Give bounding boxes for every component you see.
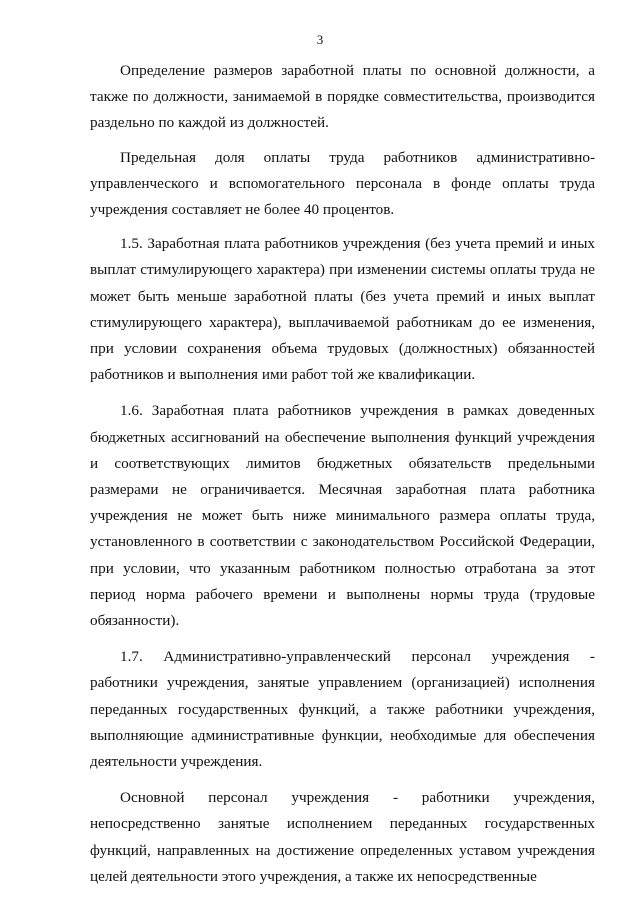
paragraph-admin-share-limit: Предельная доля оплаты труда работников административно-управленческого и вспомогательного персонала в фонде оплаты труда учреждения составляет не более 40 процентов.: [90, 148, 595, 219]
paragraph-main-staff: Основной персонал учреждения - работники учреждения, непосредственно занятые исполнением переданных государственных функций, направленных на достижение определенных уставом учреждения целей деятельности этого учреждения, а также их непосредственные: [90, 789, 595, 885]
paragraph-1-5: 1.5. Заработная плата работников учреждения (без учета премий и иных выплат стимулирующего характера) при изменении системы оплаты труда не может быть меньше заработной платы (без учета премий и иных выплат стимулирующего характера), выплачиваемой работникам до ее изменения, при условии сохранения объема трудовых (должностных) обязанностей работников и выполнения ими работ той же квалификации.: [90, 235, 595, 384]
paragraph-1-7: 1.7. Административно-управленческий персонал учреждения - работники учреждения, занятые управлением (организацией) исполнения переданных государственных функций, а также работники учреждения, выполняющие административные функции, необходимые для обеспечения деятельности учреждения.: [90, 648, 595, 771]
document-body: [90, 58, 595, 890]
paragraph-1-6: 1.6. Заработная плата работников учреждения в рамках доведенных бюджетных ассигнований на обеспечение выполнения функций учреждения и соответствующих лимитов бюджетных обязательств предельными размерами не ограничивается. Месячная заработная плата работника учреждения не может быть ниже минимального размера оплаты труда, установленного в соответствии с законодательством Российской Федерации, при условии, что указанным работником полностью отработана за этот период норма рабочего времени и выполнены нормы труда (трудовые обязанности).: [90, 402, 595, 630]
paragraph-salary-determination: Определение размеров заработной платы по основной должности, а также по должности, занимаемой в порядке совместительства, производится раздельно по каждой из должностей.: [90, 62, 595, 132]
page-number: 3: [316, 32, 324, 47]
